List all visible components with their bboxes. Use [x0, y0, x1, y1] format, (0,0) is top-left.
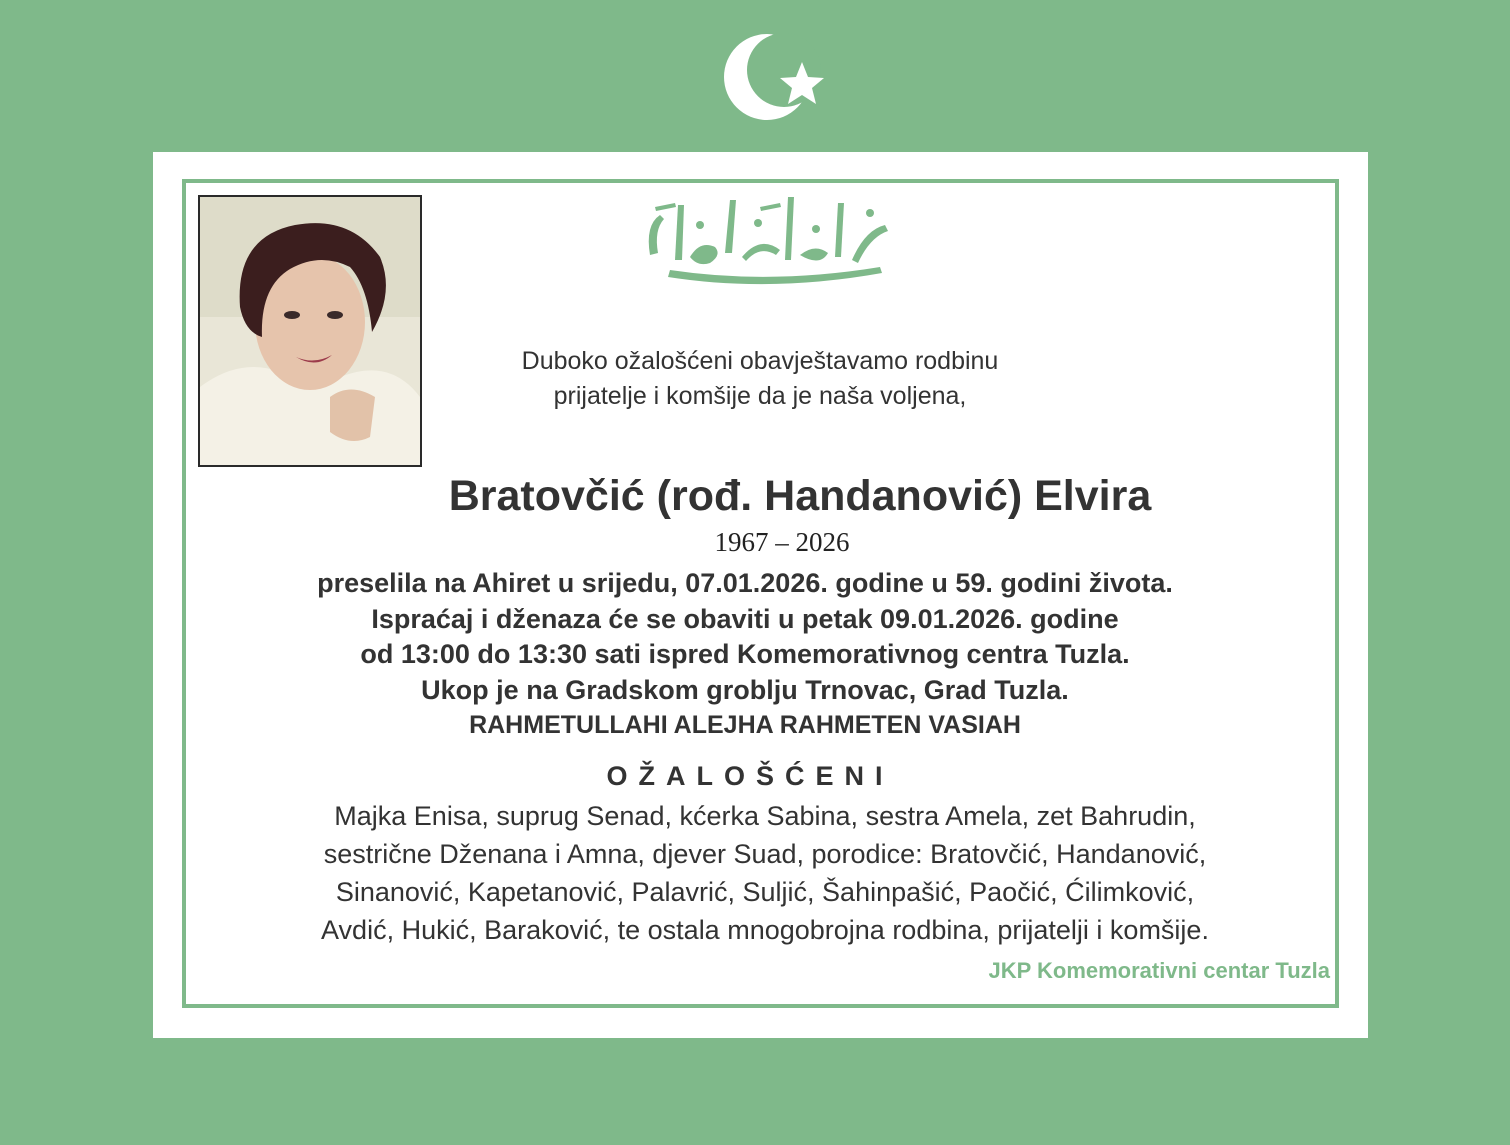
intro-text: [460, 344, 1060, 414]
mourners-title: OŽALOŠĆENI: [606, 761, 894, 791]
crescent-star-icon: [715, 22, 845, 132]
footer-organization: JKP Komemorativni centar Tuzla: [988, 958, 1330, 983]
intro-line-1: Duboko ožalošćeni obavještavamo rodbinu: [521, 347, 999, 375]
detail-line: Ispraćaj i dženaza će se obaviti u petak 09.01.2026. godine: [371, 603, 1119, 634]
mourners-line: Avdić, Hukić, Baraković, te ostala mnogobrojna rodbina, prijatelji i komšije.: [321, 915, 1209, 945]
mourners-line: sestrične Dženana i Amna, djever Suad, porodice: Bratovčić, Handanović,: [323, 839, 1207, 869]
portrait-photo: [198, 195, 422, 467]
deceased-name: Bratovčić (rođ. Handanović) Elvira: [448, 472, 1152, 520]
detail-line: od 13:00 do 13:30 sati ispred Komemorativnog centra Tuzla.: [360, 639, 1130, 669]
arabic-calligraphy-icon: [630, 185, 910, 295]
detail-line: Ukop je na Gradskom groblju Trnovac, Grad Tuzla.: [421, 674, 1069, 705]
funeral-details: [200, 566, 1290, 744]
detail-line: preselila na Ahiret u srijedu, 07.01.2026. godine u 59. godini života.: [317, 568, 1173, 598]
intro-line-2: prijatelje i komšije da je naša voljena,: [553, 382, 967, 410]
mourners-list: [200, 797, 1330, 949]
life-years: 1967 – 2026: [714, 527, 850, 557]
mourners-line: Sinanović, Kapetanović, Palavrić, Suljić, Šahinpašić, Paočić, Ćilimković,: [335, 877, 1195, 907]
mourners-line: Majka Enisa, suprug Senad, kćerka Sabina, sestra Amela, zet Bahrudin,: [334, 801, 1196, 831]
prayer-line: RAHMETULLAHI ALEJHA RAHMETEN VASIAH: [469, 711, 1021, 739]
